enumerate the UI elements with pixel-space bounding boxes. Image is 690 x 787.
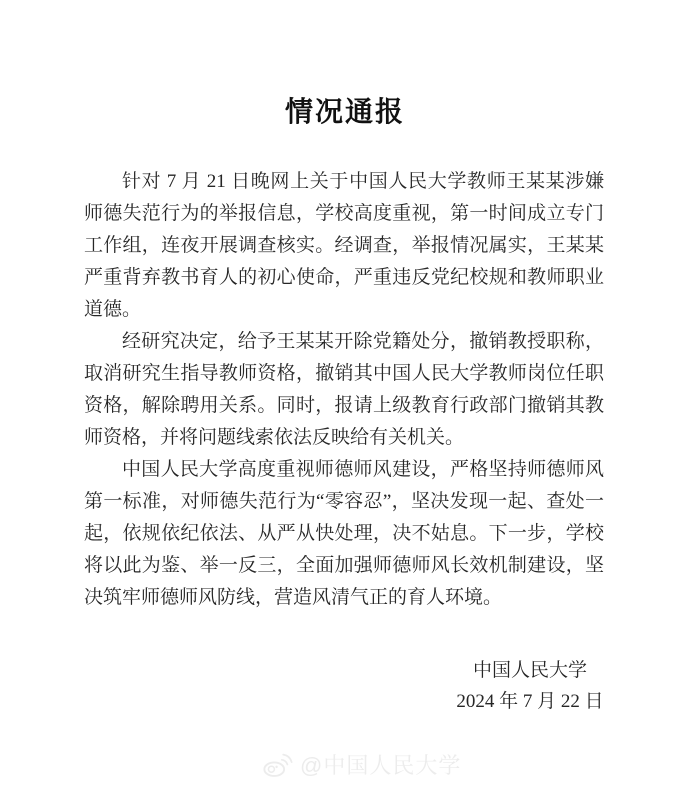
weibo-icon: [262, 751, 294, 778]
watermark-text: @中国人民大学: [300, 753, 462, 778]
signature-org: 中国人民大学: [472, 660, 587, 681]
document-body: [84, 166, 604, 614]
document-title: 情况通报: [284, 97, 405, 128]
body-paragraph: 针对 7 月 21 日晚网上关于中国人民大学教师王某某涉嫌师德失范行为的举报信息，学校高度重视，第一时间成立专门工作组，连夜开展调查核实。经调查，举报情况属实，王某某严重背弃教书育人的初心使命，严重违反党纪校规和教师职业道德。: [84, 171, 604, 320]
body-paragraph: 中国人民大学高度重视师德师风建设，严格坚持师德师风第一标准，对师德失范行为“零容忍”，坚决发现一起、查处一起，依规依纪依法、从严从快处理，决不姑息。下一步，学校将以此为鉴、举一反三，全面加强师德师风长效机制建设，坚决筑牢师德师风防线，营造风清气正的育人环境。: [84, 459, 604, 608]
signature-block: [420, 655, 640, 717]
body-paragraph: 经研究决定，给予王某某开除党籍处分，撤销教授职称，取消研究生指导教师资格，撤销其中国人民大学教师岗位任职资格，解除聘用关系。同时，报请上级教育行政部门撤销其教师资格，并将问题线索依法反映给有关机关。: [84, 331, 604, 448]
weibo-watermark: [262, 749, 461, 780]
signature-date: 2024 年 7 月 22 日: [456, 691, 604, 712]
